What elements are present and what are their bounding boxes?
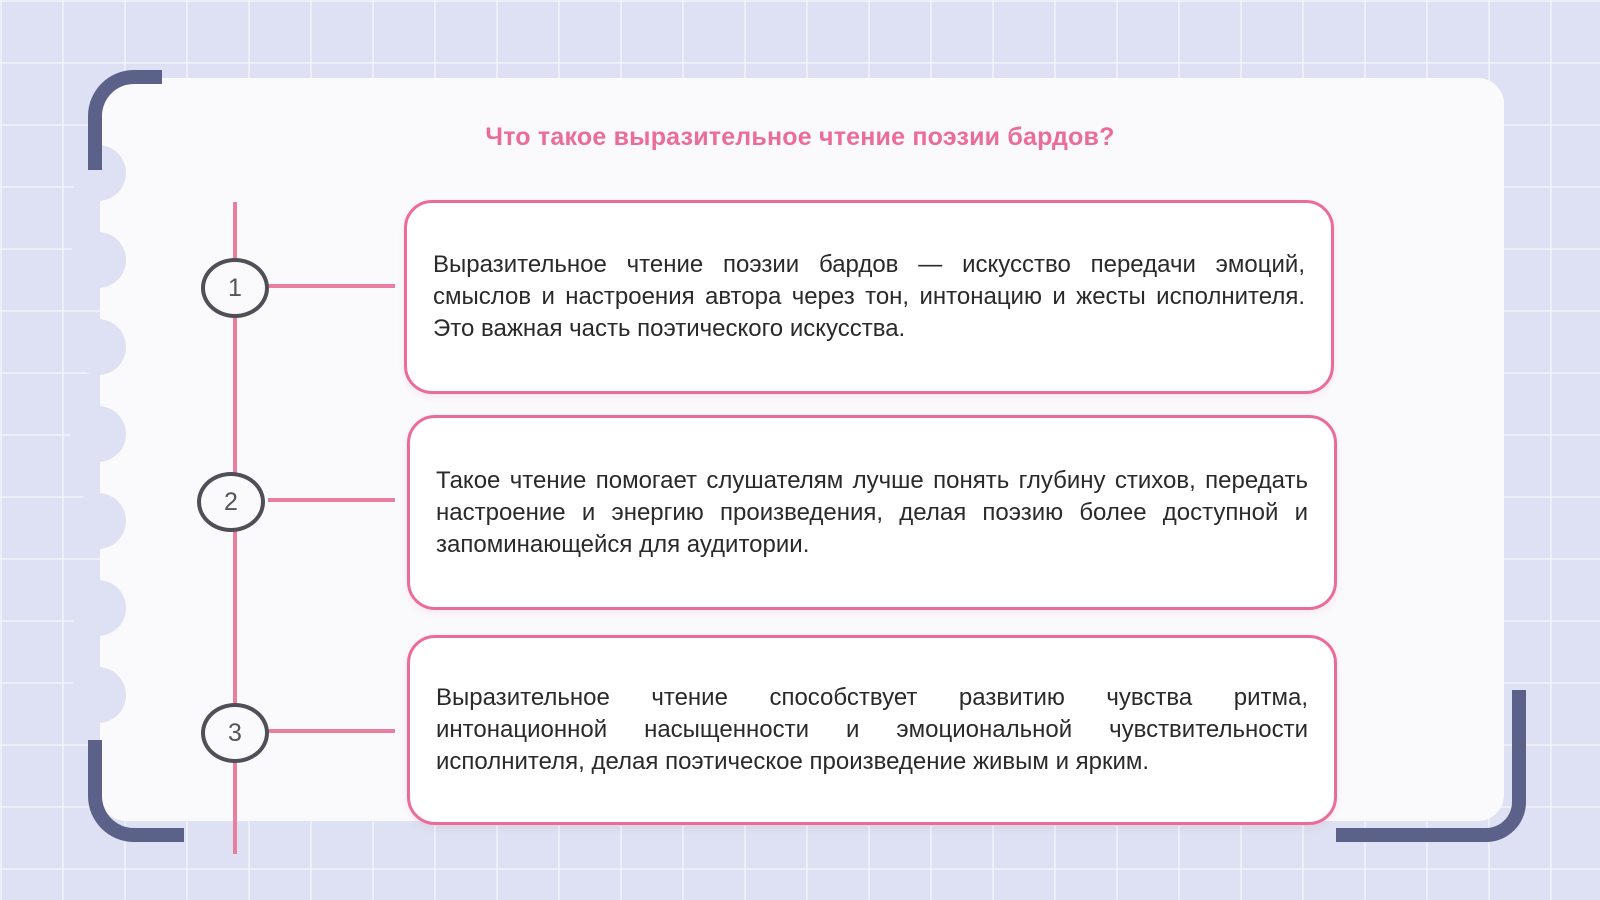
scallop-edge xyxy=(70,667,126,723)
corner-bracket-top-left xyxy=(88,70,162,170)
step-text-3: Выразительное чтение способствует развитию чувства ритма, интонационной насыщенности и эмоциональной чувствительности исполнителя, делая поэтическое произведение живым и ярким. xyxy=(436,684,1308,775)
timeline-connector xyxy=(268,284,395,288)
step-text-2: Такое чтение помогает слушателям лучше понять глубину стихов, передать настроение и энергию произведения, делая поэзию более доступной и запоминающейся для аудитории. xyxy=(436,466,1308,558)
step-number-2: 2 xyxy=(197,472,265,532)
scallop-edge xyxy=(70,232,126,288)
page-title: Что такое выразительное чтение поэзии бардов? xyxy=(485,123,1115,151)
step-text-1: Выразительное чтение поэзии бардов — искусство передачи эмоций, смыслов и настроения автора через тон, интонацию и жесты исполнителя. Это важная часть поэтического искусства. xyxy=(433,251,1305,342)
step-card-3 xyxy=(407,635,1337,825)
step-number-1: 1 xyxy=(201,258,269,318)
corner-bracket-bottom-right xyxy=(1336,690,1526,842)
scallop-edge xyxy=(70,406,126,462)
step-card-1 xyxy=(404,200,1334,394)
step-card-2 xyxy=(407,415,1337,610)
scallop-edge xyxy=(70,319,126,375)
timeline-connector xyxy=(268,729,395,733)
step-number-3: 3 xyxy=(201,703,269,763)
timeline-connector xyxy=(268,498,395,502)
scallop-edge xyxy=(70,493,126,549)
scallop-edge xyxy=(70,580,126,636)
corner-bracket-bottom-left xyxy=(88,740,184,842)
